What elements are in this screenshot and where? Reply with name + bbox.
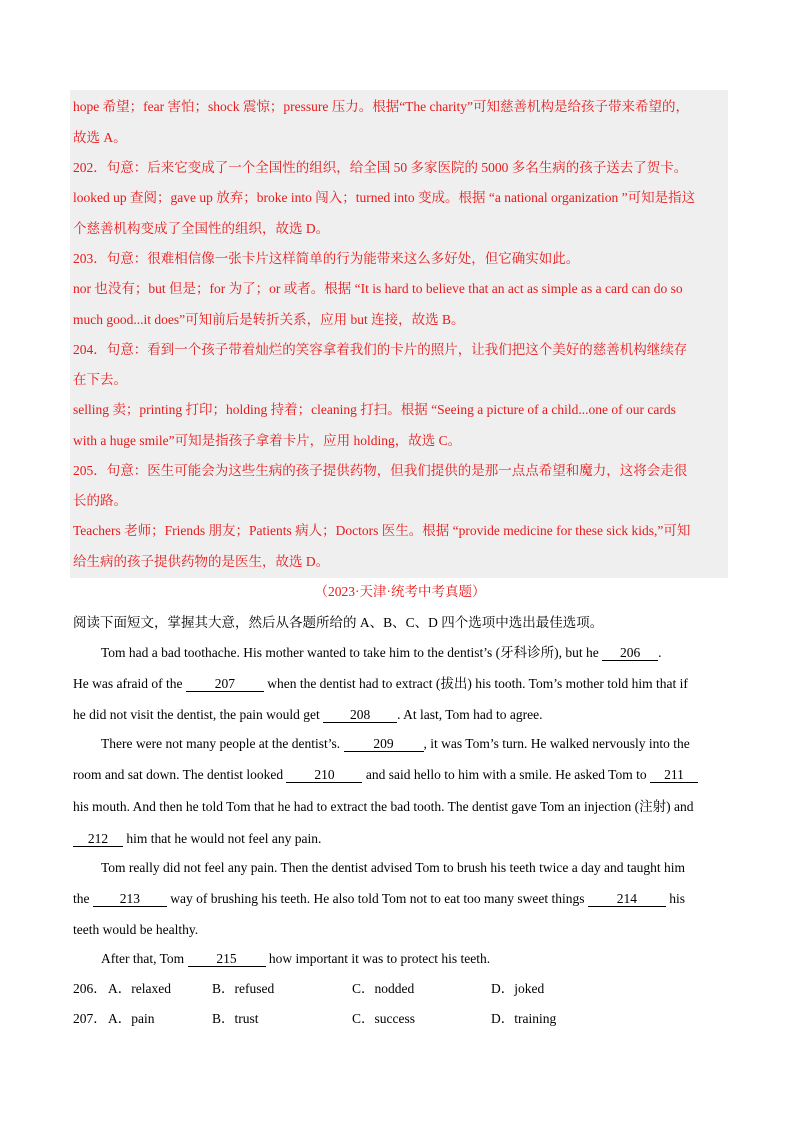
passage-line-3: he did not visit the dentist, the pain would get 208 . At last, Tom had to agree. bbox=[73, 707, 543, 722]
blank-212: 212 bbox=[73, 832, 123, 847]
passage-line-5: room and sat down. The dentist looked 210 and said hello to him with a smile. He asked Tom to 211 bbox=[73, 766, 698, 784]
explanation-202-answer: 个慈善机构变成了全国性的组织，故选 D。 bbox=[73, 221, 330, 236]
explanation-203-options: nor 也没有；but 但是；for 为了；or 或者。根据 “It is hard to believe that an act as simple as a card can do so bbox=[73, 281, 683, 296]
option-b[interactable]: B．refused bbox=[212, 981, 275, 996]
explanation-201-answer: 故选 A。 bbox=[73, 130, 127, 145]
explanation-204-translation-cont: 在下去。 bbox=[73, 372, 127, 387]
explanation-204-options: selling 卖；printing 打印；holding 持着；cleaning 打扫。根据 “Seeing a picture of a child...one of our cards bbox=[73, 402, 676, 417]
explanation-204-answer: with a huge smile”可知是指孩子拿着卡片，应用 holding，故选 C。 bbox=[73, 433, 462, 448]
passage-line-6: his mouth. And then he told Tom that he had to extract the bad tooth. The dentist gave Tom an injection (注射) and bbox=[73, 799, 694, 814]
passage-line-4: There were not many people at the dentist’s. 209 , it was Tom’s turn. He walked nervously into the bbox=[101, 736, 690, 751]
passage-line-10: teeth would be healthy. bbox=[73, 922, 199, 937]
option-a[interactable]: A．relaxed bbox=[108, 981, 171, 996]
option-b[interactable]: B．trust bbox=[212, 1011, 259, 1026]
blank-207: 207 bbox=[186, 677, 264, 692]
passage-line-1: Tom had a bad toothache. His mother wanted to take him to the dentist’s (牙科诊所), but he 206 . bbox=[101, 645, 662, 660]
passage-line-11: After that, Tom 215 how important it was to protect his teeth. bbox=[101, 951, 491, 966]
blank-211: 211 bbox=[650, 768, 698, 783]
option-c[interactable]: C．nodded bbox=[352, 981, 415, 996]
passage-line-2: He was afraid of the 207 when the dentist had to extract (拔出) his tooth. Tom’s mother told him that if bbox=[73, 676, 688, 691]
instruction: 阅读下面短文，掌握其大意，然后从各题所给的 A、B、C、D 四个选项中选出最佳选项。 bbox=[73, 615, 604, 630]
passage-line-8: Tom really did not feel any pain. Then the dentist advised Tom to brush his teeth twice a day and taught him bbox=[101, 860, 685, 875]
explanation-203-translation: 203．句意：很难相信像一张卡片这样简单的行为能带来这么多好处，但它确实如此。 bbox=[73, 251, 580, 266]
explanation-201-options: hope 希望；fear 害怕；shock 震惊；pressure 压力。根据“The charity”可知慈善机构是给孩子带来希望的， bbox=[73, 99, 690, 114]
blank-208: 208 bbox=[323, 708, 397, 723]
explanation-205-options: Teachers 老师；Friends 朋友；Patients 病人；Doctors 医生。根据 “provide medicine for these sick kids,”可知 bbox=[73, 523, 691, 538]
blank-213: 213 bbox=[93, 892, 167, 907]
explanation-205-answer: 给生病的孩子提供药物的是医生，故选 D。 bbox=[73, 554, 330, 569]
blank-209: 209 bbox=[344, 737, 424, 752]
option-d[interactable]: D．joked bbox=[491, 981, 545, 996]
option-d[interactable]: D．training bbox=[491, 1011, 557, 1026]
blank-206: 206 bbox=[602, 646, 658, 661]
blank-214: 214 bbox=[588, 892, 666, 907]
explanation-203-answer: much good...it does”可知前后是转折关系，应用 but 连接，故选 B。 bbox=[73, 312, 465, 327]
blank-210: 210 bbox=[286, 768, 362, 783]
explanation-205-translation-cont: 长的路。 bbox=[73, 493, 127, 508]
source-heading: （2023·天津·统考中考真题） bbox=[314, 584, 486, 599]
question-number: 206． bbox=[73, 981, 107, 996]
passage-line-9: the 213 way of brushing his teeth. He also told Tom not to eat too many sweet things 214 his bbox=[73, 891, 686, 906]
blank-215: 215 bbox=[188, 952, 266, 967]
explanation-205-translation: 205．句意：医生可能会为这些生病的孩子提供药物，但我们提供的是那一点点希望和魔力，这将会走很 bbox=[73, 463, 688, 478]
explanation-204-translation: 204．句意：看到一个孩子带着灿烂的笑容拿着我们的卡片的照片，让我们把这个美好的慈善机构继续存 bbox=[73, 342, 688, 357]
explanation-202-translation: 202．句意：后来它变成了一个全国性的组织，给全国 50 多家医院的 5000 多名生病的孩子送去了贺卡。 bbox=[73, 160, 688, 175]
question-number: 207． bbox=[73, 1011, 107, 1026]
passage-line-7: 212 him that he would not feel any pain. bbox=[73, 830, 321, 848]
option-a[interactable]: A．pain bbox=[108, 1011, 155, 1026]
explanation-202-options: looked up 查阅；gave up 放弃；broke into 闯入；turned into 变成。根据 “a national organization ”可知是指这 bbox=[73, 190, 696, 205]
option-c[interactable]: C．success bbox=[352, 1011, 415, 1026]
